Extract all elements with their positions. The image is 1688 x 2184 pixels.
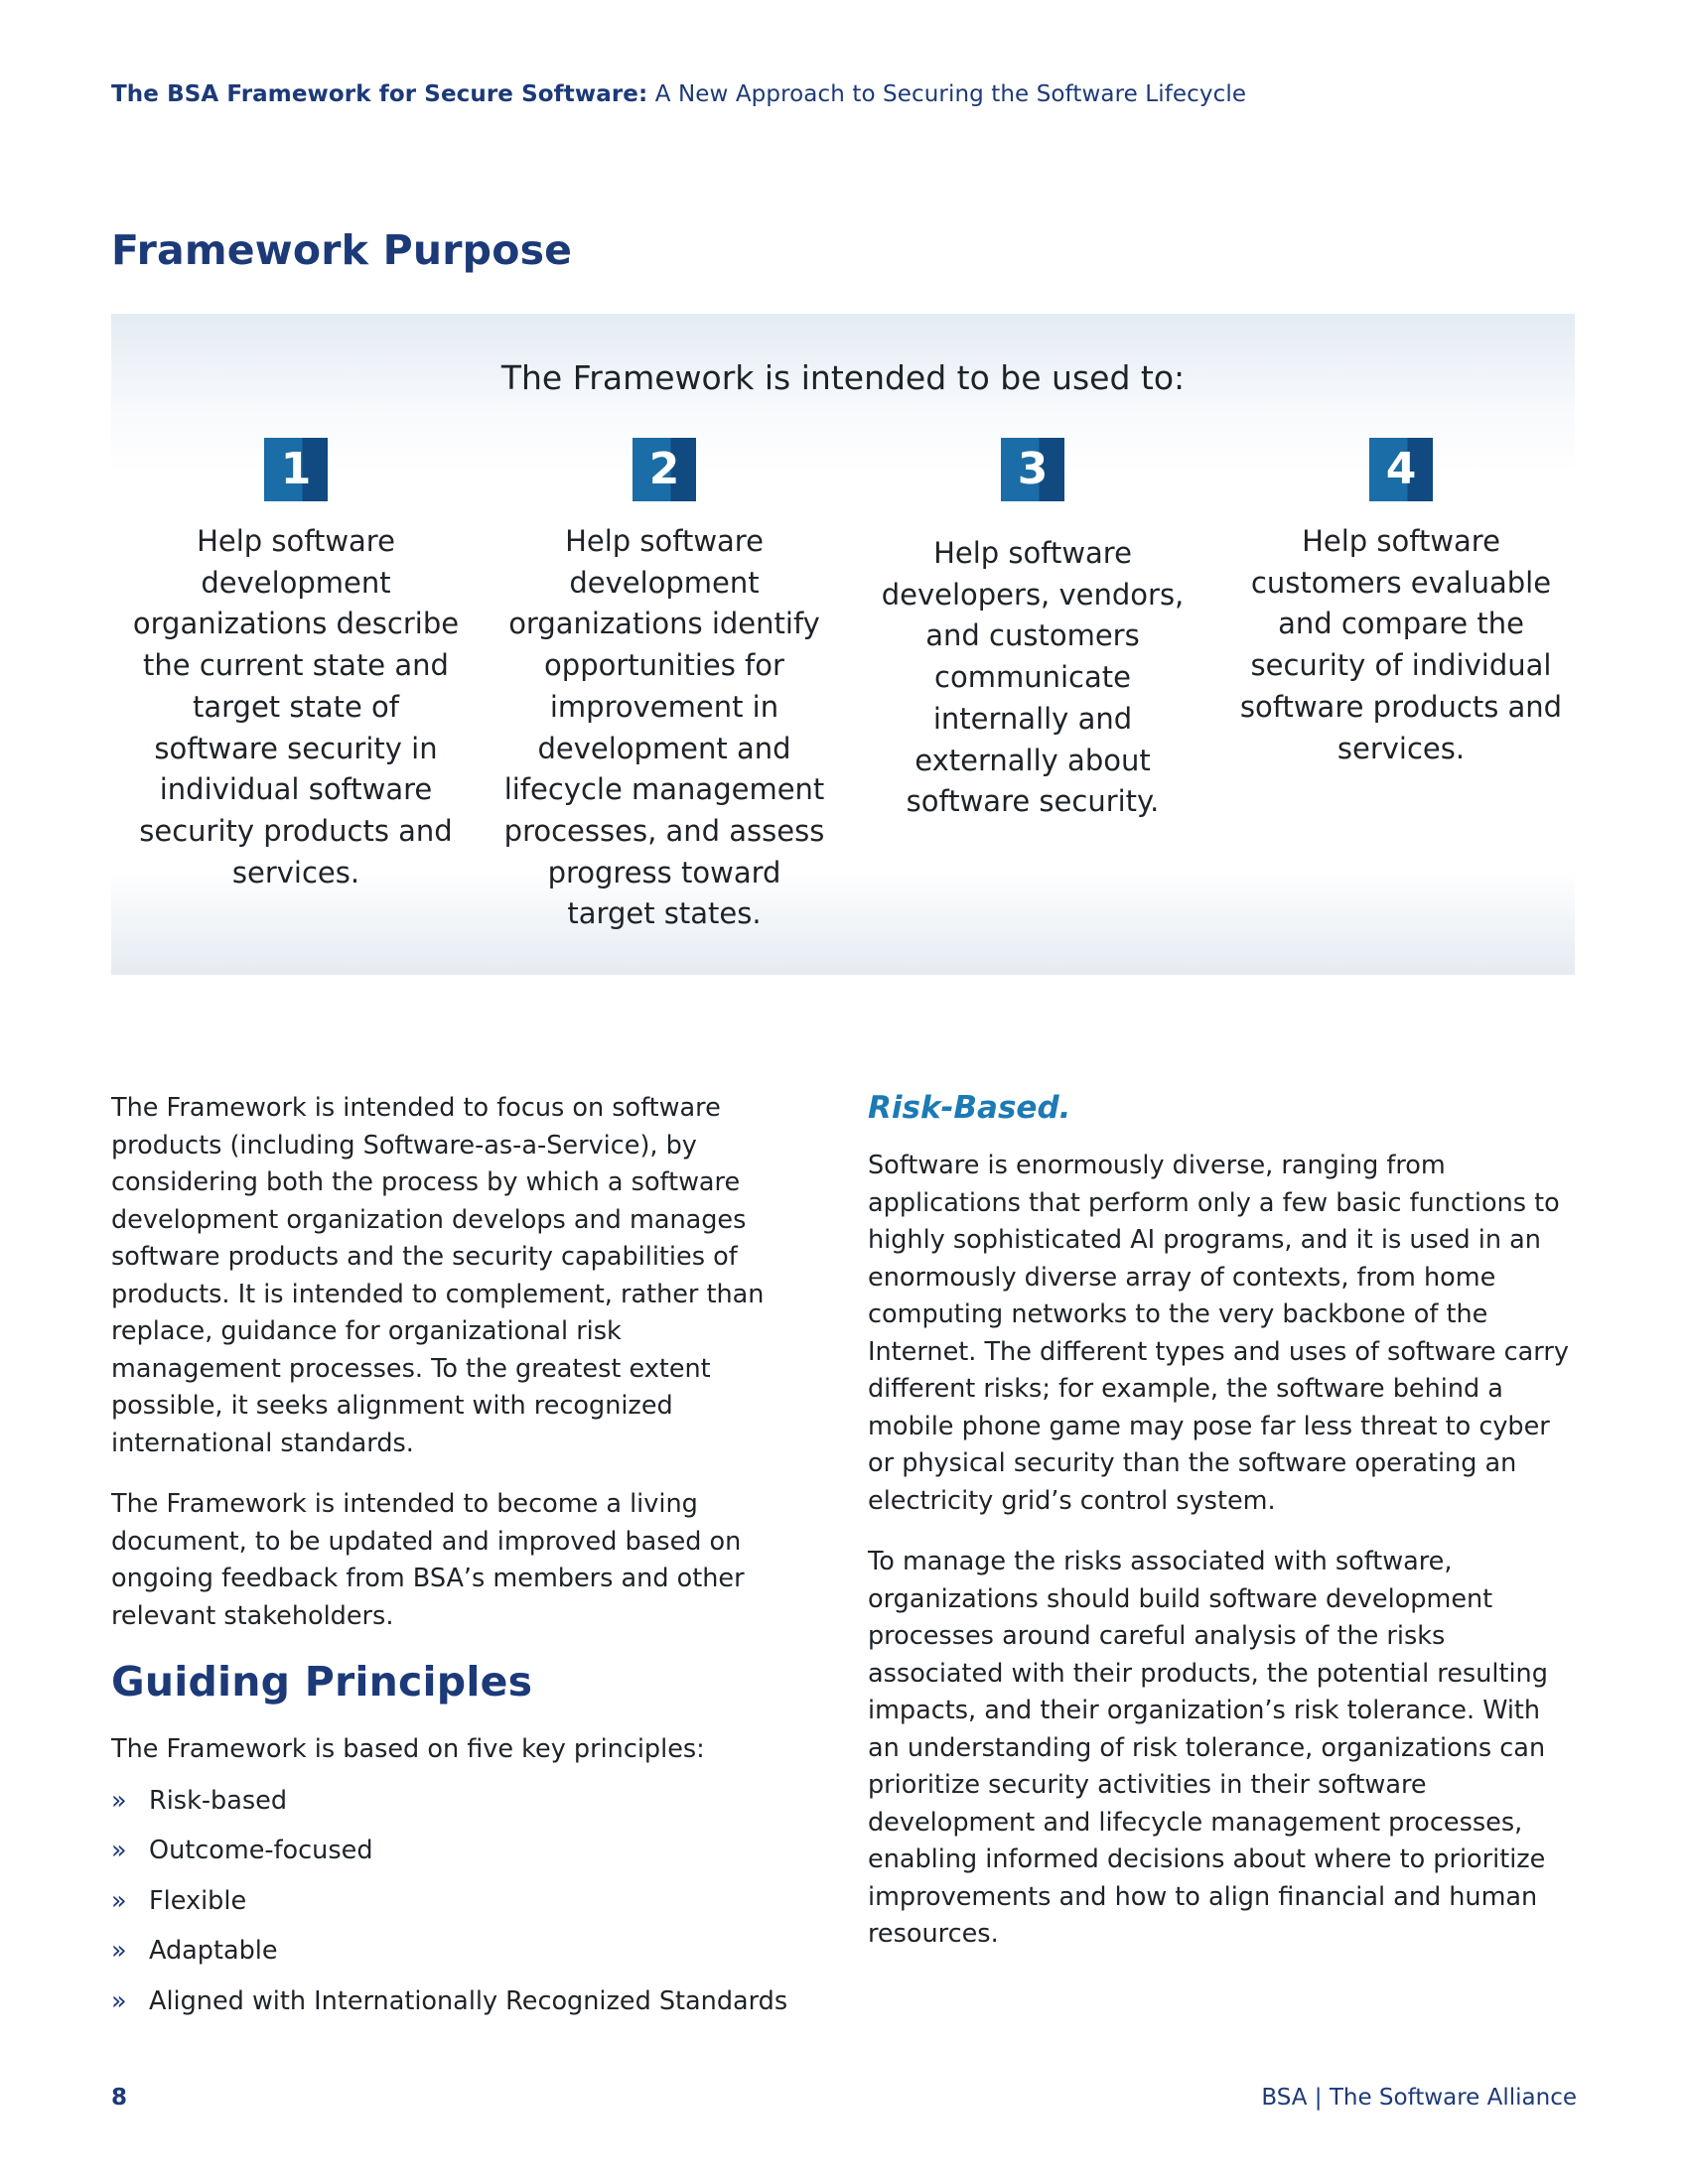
principle-label: Outcome-focused — [149, 1836, 373, 1865]
chevron-bullet-icon: » — [111, 1936, 127, 1966]
purpose-item — [132, 438, 460, 893]
principle-label: Aligned with Internationally Recognized Standards — [149, 1985, 788, 2016]
footer-organization: BSA | The Software Alliance — [1261, 2085, 1577, 2111]
guiding-principles-title: Guiding Principles — [111, 1658, 533, 1706]
number-badge: 2 — [633, 438, 696, 501]
list-item — [111, 1933, 806, 1971]
purpose-item-text: Help software development organizations identify opportunities for improvement in development and lifecycle management processes, and assess progress toward target states. — [503, 524, 825, 931]
body-paragraph: The Framework is intended to focus on software products (including Software-as-a-Service), by considering both the process by which a software development organization develops and manages software products and the security capabilities of products. It is intended to complement, rather than replace, guidance for organizational risk management processes. To the greatest extent possible, it seeks alignment with recognized international standards. — [111, 1093, 765, 1458]
chevron-bullet-icon: » — [111, 1985, 127, 2016]
number-badge: 4 — [1369, 438, 1433, 501]
framework-purpose-title: Framework Purpose — [111, 226, 573, 274]
list-item — [111, 1833, 806, 1870]
list-item — [111, 1783, 806, 1821]
left-column — [111, 1090, 786, 1659]
purpose-item-text: Help software development organizations describe the current state and target state of software security in individual software security products and services. — [132, 524, 460, 889]
principle-label: Risk-based — [149, 1785, 288, 1816]
principle-label: Flexible — [149, 1885, 247, 1916]
list-item — [111, 1983, 806, 2021]
body-paragraph: The Framework is intended to become a living document, to be updated and improved based on ongoing feedback from BSA’s members and other relevant stakeholders. — [111, 1489, 745, 1631]
running-header-subtitle: A New Approach to Securing the Software Lifecycle — [654, 81, 1247, 107]
body-paragraph: Software is enormously diverse, ranging from applications that perform only a few basic functions to highly sophisticated AI programs, and it is used in an enormously diverse array of contexts, from home computing networks to the very backbone of the Internet. The different types and uses of software carry different risks; for example, the software behind a mobile phone game may pose far less threat to cyber or physical security than the software operating an electricity grid’s control system. — [868, 1151, 1569, 1516]
principle-label: Adaptable — [149, 1936, 278, 1966]
purpose-item — [869, 438, 1196, 823]
chevron-bullet-icon: » — [111, 1836, 127, 1865]
principles-section — [111, 1731, 806, 2033]
purpose-item-text: Help software developers, vendors, and customers communicate internally and externally about software security. — [881, 536, 1185, 819]
number-badge: 1 — [264, 438, 328, 501]
purpose-item-text: Help software customers evaluable and compare the security of individual software products and services. — [1239, 524, 1563, 765]
number-badge: 3 — [1001, 438, 1064, 501]
right-column — [868, 1148, 1575, 1978]
purpose-item — [500, 438, 828, 935]
running-header-title: The BSA Framework for Secure Software: — [111, 81, 648, 107]
principles-intro: The Framework is based on five key principles: — [111, 1734, 705, 1764]
chevron-bullet-icon: » — [111, 1785, 127, 1816]
principles-list — [111, 1783, 806, 2021]
body-paragraph: To manage the risks associated with software, organizations should build software development processes around careful analysis of the risks associated with their products, the potential resulting impacts, and their organization’s risk tolerance. With an understanding of risk tolerance, organizations can prioritize security activities in their software development and lifecycle management processes, enabling informed decisions about where to prioritize improvements and how to align financial and human resources. — [868, 1547, 1548, 1949]
chevron-bullet-icon: » — [111, 1885, 127, 1916]
purpose-item — [1237, 438, 1565, 769]
list-item — [111, 1883, 806, 1921]
running-header — [111, 81, 1246, 107]
purpose-intro: The Framework is intended to be used to: — [500, 358, 1186, 397]
risk-based-heading: Risk-Based. — [868, 1090, 1071, 1126]
page-number: 8 — [111, 2085, 128, 2111]
purpose-panel — [111, 314, 1575, 975]
